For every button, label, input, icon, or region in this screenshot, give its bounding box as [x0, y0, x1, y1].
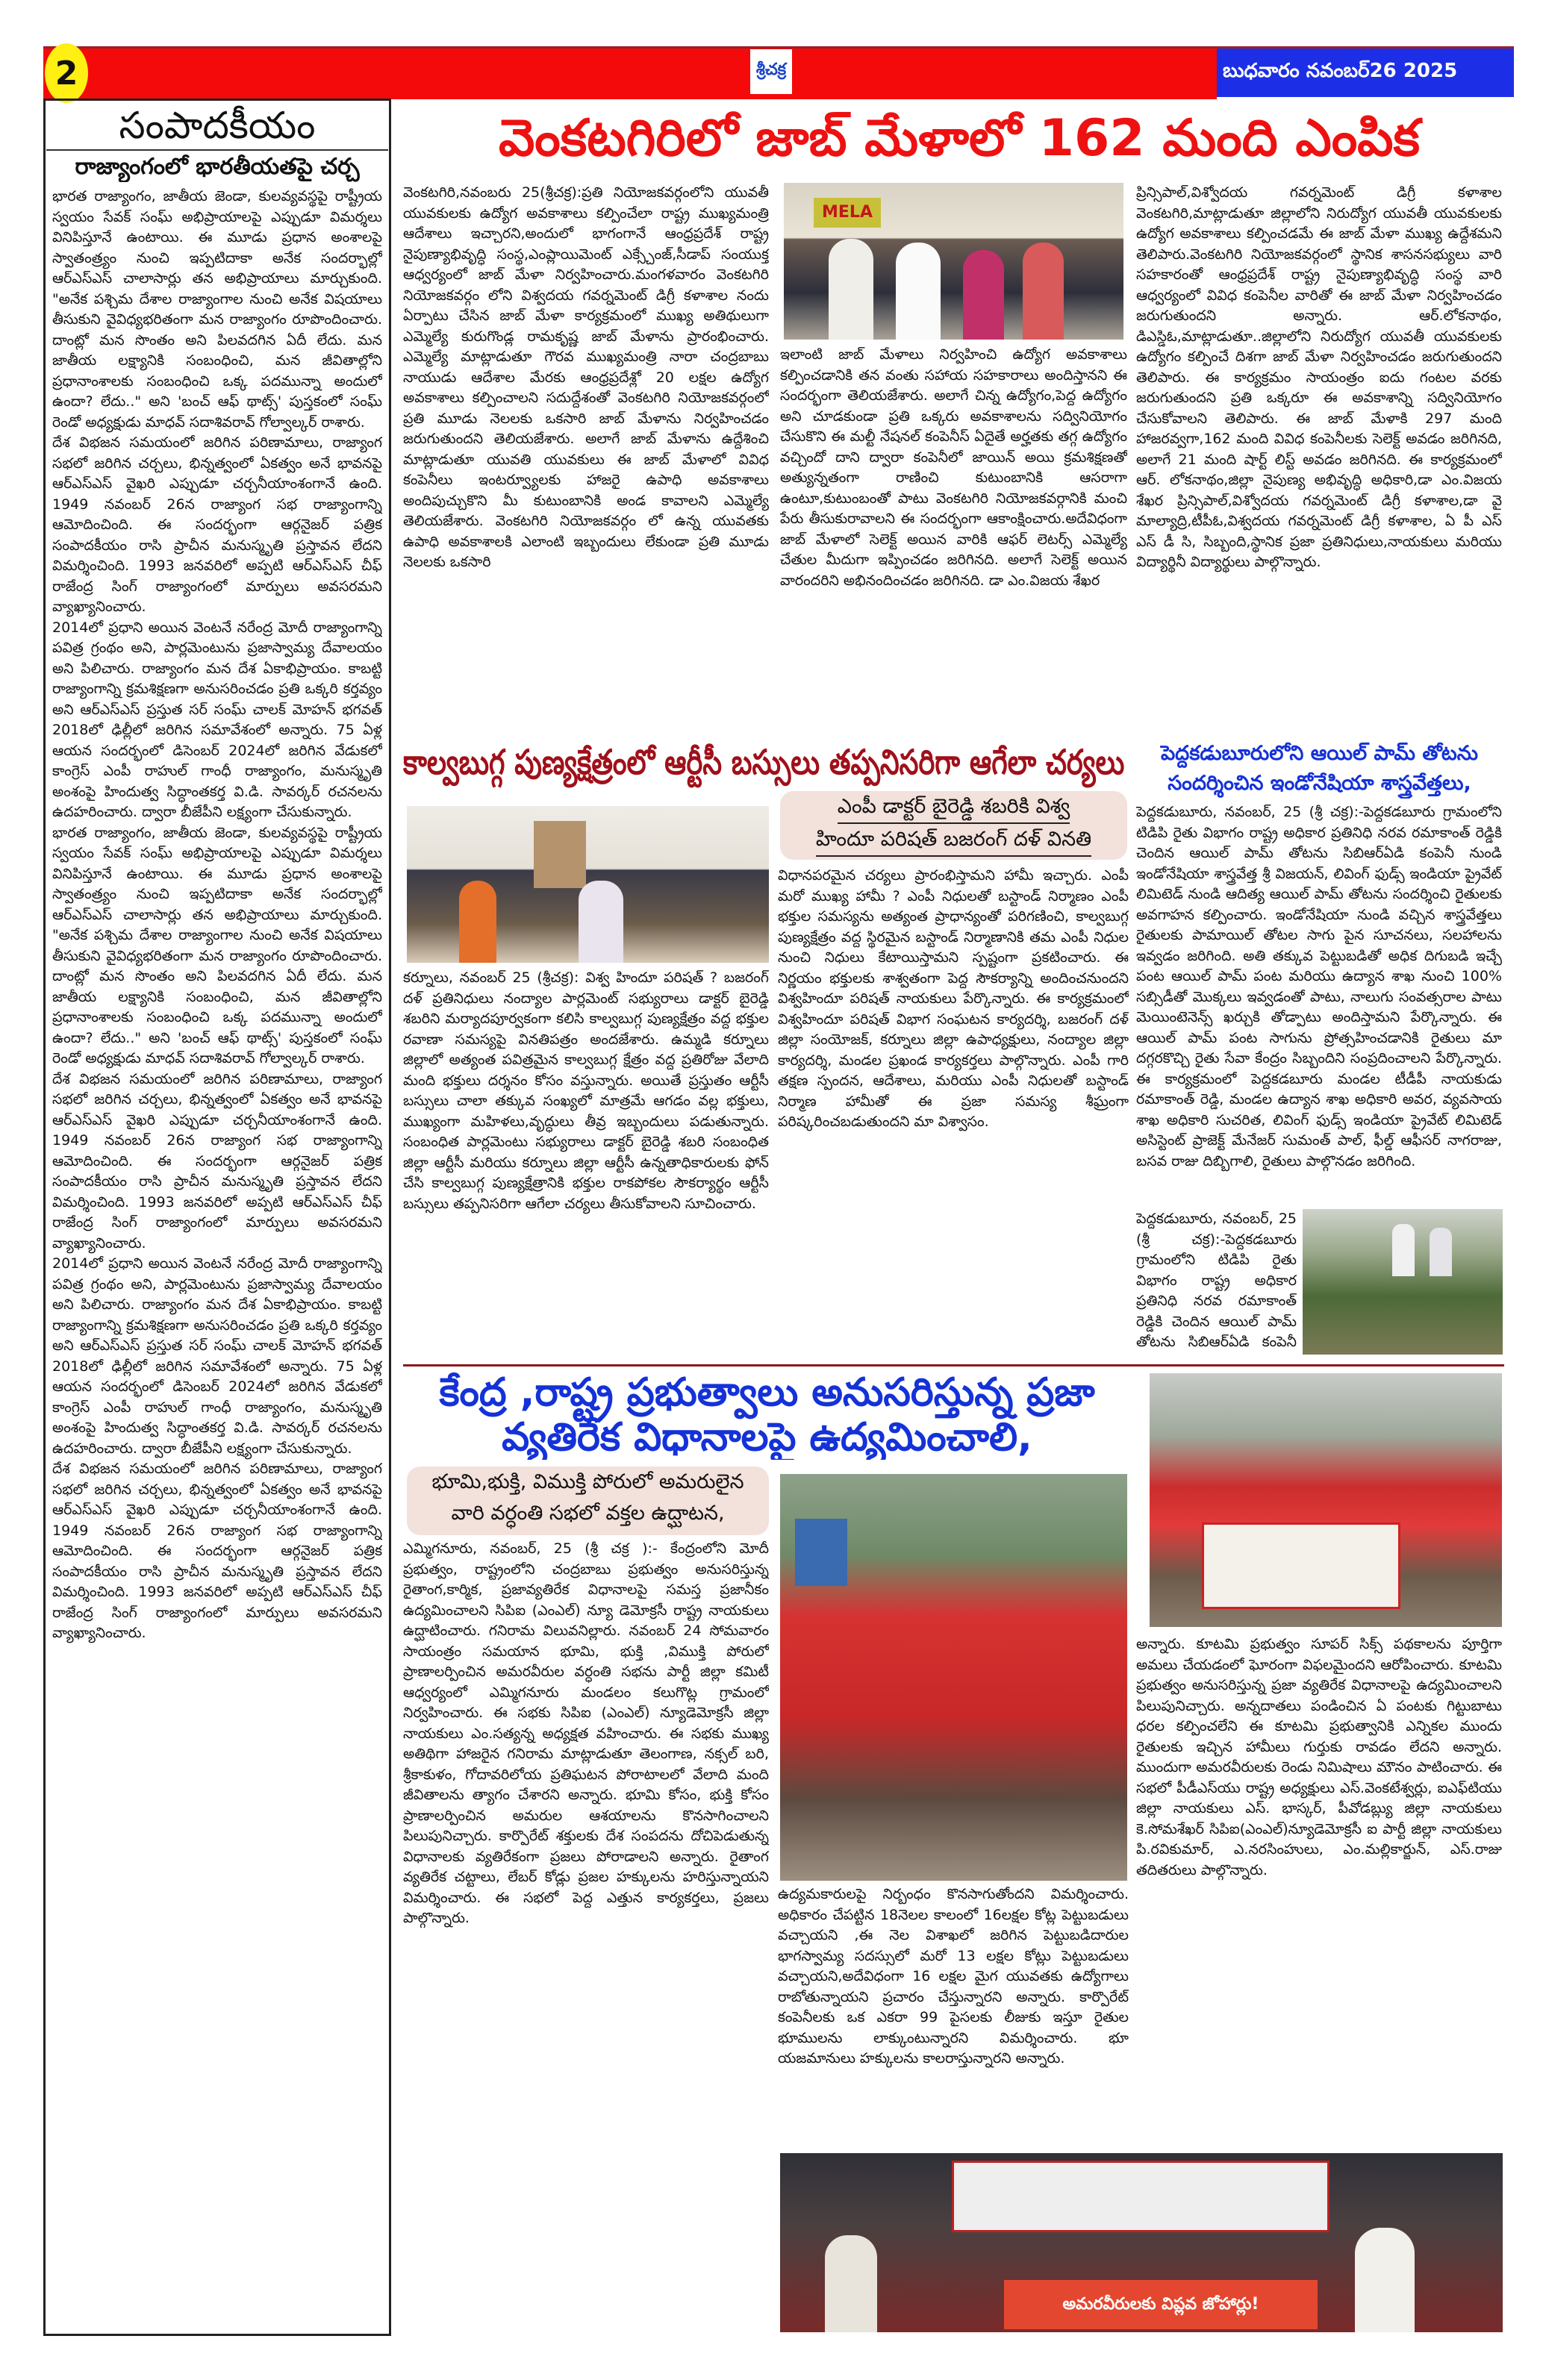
- editorial-paragraph: భారత రాజ్యాంగం, జాతీయ జెండా, కులవ్యవస్థపై రాష్ట్రీయ స్వయం సేవక్ సంఘ్ అభిప్రాయాలపై ఎప్పుడూ విమర్శలు వినిపిస్తూనే ఉంటాయి. ఈ మూడు ప్రధాన అంశాలపై స్వాతంత్ర్యం నుంచి ఇప్పటిదాకా అనేక సందర్భాల్లో ఆర్‌ఎస్‌ఎస్ చాలాసార్లు తన అభిప్రాయాలు మార్చుకుంది. "అనేక పశ్చిమ దేశాల రాజ్యాంగాల నుంచి అనేక విషయాలు తీసుకుని వైవిధ్యభరితంగా మన రాజ్యాంగం రూపొందించారు. దాంట్లో మన సొంతం అని పిలవదగిన ఏదీ లేదు. మన జాతీయ లక్ష్యానికి సంబంధించి, మన జీవితాల్లోని ప్రధానాంశాలకు సంబంధించి ఒక్క పదమున్నా అందులో ఉందా? లేదు.." అని 'బంచ్ ఆఫ్ థాట్స్' పుస్తకంలో సంఘ్ రెండో అధ్యక్షుడు మాధవ్ సదాశివరావ్ గోల్వాల్కర్ రాశారు.: [52, 188, 382, 431]
- person-figure: [1430, 1228, 1452, 1276]
- person-figure: [1355, 2228, 1415, 2332]
- photo-banner: MELA: [814, 198, 881, 228]
- lead-headline-box: [418, 104, 1500, 173]
- cpi-headline: [403, 1370, 1131, 1460]
- cpi-march-photo: [780, 1474, 1127, 1881]
- subhead-line: హిందూ పరిషత్ బజరంగ్ దళ్ వినతి: [816, 824, 1091, 857]
- article-text: పెద్దకడుబూరు, నవంబర్, 25 (శ్రీ చక్ర):-పెద్దకడబూరు గ్రామంలోని టిడిపి రైతు విభాగం రాష్ట్ర అధికార ప్రతినిధి నరవ రమాకాంత్ రెడ్డికి చెందిన ఆయిల్ పామ్ తోటను సిబిఆర్‌ఏడి కంపెనీ నుండి ఇండోనేషియా శాస్త్రవేత్త శ్రీ విజయన్, లివింగ్ ఫుడ్స్ ఇండియా ప్రైవేట్ లిమిటెడ్ నుండి ఆదిత్య ఆయిల్ పామ్ తోటను సందర్శించి రైతులకు అవగాహన కల్పించారు. ఇండోనేషియా నుండి వచ్చిన శాస్త్రవేత్తలు రైతులకు పామాయిల్ తోటల సాగు పైన సూచనలు, సలహాలను ఇవ్వడం జరిగింది. అతి తక్కువ పెట్టుబడితో అధిక దిగుబడి ఇచ్చే పంట ఆయిల్ పామ్ పంట మరియు ఉద్యాన శాఖ నుంచి 100% సబ్సిడీతో మొక్కలు ఇవ్వడంతో పాటు, నాలుగు సంవత్సరాల పాటు మెయింటెనెన్స్ ఖర్చుకి తోడ్పాటు అందిస్తామని పేర్కొన్నారు. ఈ ఆయిల్ పామ్ పంట సాగును ప్రోత్సహించడానికి రైతులు మా దగ్గరకొచ్చి రైతు సేవా కేంద్రం సిబ్బందిని సంప్రదించాలని పేర్కొన్నారు. ఈ కార్యక్రమంలో పెద్దకడబూరు మండల టీడీపీ నాయకుడు రమాకాంత్ రెడ్డి, మండల ఉద్యాన శాఖ అధికారి అవర, వ్యవసాయ శాఖ అధికారి సుచరిత, లివింగ్ ఫుడ్స్ ఇండియా ప్రైవేట్ లిమిటెడ్ అసిస్టెంట్ ప్రాజెక్ట్ మేనేజర్ సుమంత్ పాల్, ఫీల్డ్ ఆఫీసర్ నాగరాజు, బసవ రాజు దిబ్బిగాలి, రైతులు పాల్గొనడం జరిగింది.: [1136, 804, 1502, 1169]
- article-text: కర్నూలు, నవంబర్ 25 (శ్రీచక్ర): విశ్వ హిందూ పరిషత్ ? బజరంగ్ దళ్ ప్రతినిధులు నంద్యాల పార్లమెంట్ సభ్యురాలు డాక్టర్ బైరెడ్డి శబరిని మర్యాదపూర్వకంగా కలిసి కాల్వబుగ్గ పుణ్యక్షేత్రం వద్ద భక్తుల రవాణా సమస్యపై వినతిపత్రం అందజేశారు. ఉమ్మడి కర్నూలు జిల్లాలో అత్యంత పవిత్రమైన కాల్వబుగ్గ క్షేత్రం వద్ద ప్రతిరోజు వేలాది మంది భక్తులు దర్శనం కోసం వస్తున్నారు. అయితే ప్రస్తుతం ఆర్టీసీ బస్సులు చాలా తక్కువ సంఖ్యలో మాత్రమే ఆగడం వల్ల భక్తులు, ముఖ్యంగా మహిళలు,వృద్ధులు తీవ్ర ఇబ్బందులు పడుతున్నారు. సంబంధిత పార్లమెంటు సభ్యురాలు డాక్టర్ బైరెడ్డి శబరి సంబంధిత జిల్లా ఆర్టీసీ మరియు కర్నూలు జిల్లా ఆర్టీసీ ఉన్నతాధికారులకు ఫోన్ చేసి కాల్వబుగ్గ పుణ్యక్షేత్రానికి భక్తుల రాకపోకల సౌకర్యార్థం ఆర్టీసీ బస్సులు తప్పనిసరిగా ఆగేలా చర్యలు తీసుకోవాలని సూచించారు.: [403, 969, 769, 1212]
- article-text: విధానపరమైన చర్యలు ప్రారంభిస్తామని హామీ ఇచ్చారు. ఎంపీ మరో ముఖ్య హామీ ? ఎంపీ నిధులతో బస్టాండ్ నిర్మాణం ఎంపీ భక్తుల సమస్యను అత్యంత ప్రాధాన్యంతో పరిగణించి, కాల్వబుగ్గ పుణ్యక్షేత్రం వద్ద స్థిరమైన బస్టాండ్ నిర్మాణానికి తమ ఎంపీ నిధుల నుంచి నిధులు కేటాయిస్తామని స్పష్టంగా ప్రకటించారు. ఈ నిర్ణయం భక్తులకు శాశ్వతంగా పెద్ద సౌకర్యాన్ని అందించనుందని విశ్వహిందూ పరిషత్ నాయకులు పేర్కొన్నారు. ఈ కార్యక్రమంలో విశ్వహిందూ పరిషత్ విభాగ సంఘటన కార్యదర్శి, బజరంగ్ దళ్ జిల్లా సంయోజక్, కర్నూలు జిల్లా ఉపాధ్యక్షులు, నంద్యాల జిల్లా కార్యదర్శి, మండల ప్రఖండ కార్యకర్తలు పాల్గొన్నారు. ఎంపీ గారి తక్షణ స్పందన, ఆదేశాలు, మరియు ఎంపీ నిధులతో బస్టాండ్ నిర్మాణ హామీతో ఈ ప్రజా సమస్య శీఘ్రంగా పరిష్కరించబడుతుందని మా విశ్వాసం.: [778, 867, 1129, 1130]
- masthead-bar: [43, 46, 1217, 99]
- subhead-line: వారి వర్ధంతి సభలో వక్తల ఉద్ఘాటన,: [451, 1502, 725, 1525]
- article-text: ఇలాంటి జాబ్ మేళాలు నిర్వహించి ఉద్యోగ అవకాశాలు కల్పించడానికి తన వంతు సహాయ సహకారాలు అందిస్తానని ఈ సందర్భంగా తెలియజేశారు. అలాగే చిన్న ఉద్యోగం,పెద్ద ఉద్యోగం అని చూడకుండా ప్రతి ఒక్కరు అవకాశాలను సద్వినియోగం చేసుకొని ఈ మల్టీ నేషనల్ కంపెనీస్ ఏదైతే అర్హతకు తగ్గ ఉద్యోగం వచ్చిందో దాని ద్వారా కంపెనీలో జాయిన్ అయి క్రమశిక్షణతో అత్యున్నతంగా రాణించి కుటుంబానికి ఆసరాగా ఉంటూ,కుటుంబంతో పాటు వెంకటగిరి నియోజకవర్గానికి మంచి పేరు తీసుకురావాలని ఈ సందర్భంగా ఆకాంక్షించారు.అదేవిధంగా జాబ్ మేళాలో సెలెక్ట్ అయిన వారికి ఆఫర్ లెటర్స్ ఎమ్మెల్యే చేతుల మీదుగా ఇప్పించడం జరిగినది. అలాగే సెలెక్ట్ అయిన వారందరిని అభినందించడం జరిగినది. డా ఎం.విజయ శేఖర: [780, 346, 1127, 589]
- person-figure: [829, 239, 873, 340]
- article-text: వెంకటగిరి,నవంబరు 25(శ్రీచక్ర):ప్రతి నియోజకవర్గంలోని యువతీ యువకులకు ఉద్యోగ అవకాశాలు కల్పించేలా రాష్ట్ర ముఖ్యమంత్రి ఆదేశాలు ఇచ్చారని,అందులో భాగంగానే ఆంధ్రప్రదేశ్ రాష్ట్ర నైపుణ్యాభివృద్ధి సంస్థ,ఎంప్లాయిమెంట్ ఎక్స్చేంజ్,సీడాప్ సంయుక్త ఆధ్వర్యంలో జాబ్ మేళా నిర్వహించారు.మంగళవారం వెంకటగిరి నియోజకవర్గం లోని విశ్వదయ గవర్నమెంట్ డిగ్రీ కళాశాల నందు ఏర్పాటు చేసిన జాబ్ మేళా కార్యక్రమంలో ముఖ్య అతిథులుగా ఎమ్మెల్యే కురుగొండ్ల రామకృష్ణ జాబ్ మేళాను ప్రారంభించారు. ఎమ్మెల్యే మాట్లాడుతూ గౌరవ ముఖ్యమంత్రి నారా చంద్రబాబు నాయుడు ఆదేశాల మేరకు ఆంధ్రప్రదేశ్లో 20 లక్షల ఉద్యోగ అవకాశాలు కల్పించాలని సదుద్దేశంతో వెంకటగిరి నియోజకవర్గంలో ప్రతి మూడు నెలలకు ఒకసారి జాబ్ మేళాను నిర్వహించడం జరుగుతుందని తెలియజేశారు. అలాగే జాబ్ మేళాను ఉద్దేశించి మాట్లాడుతూ యువతి యువకులు ఈ జాబ్ మేళాలో వివిధ కంపెనీలు ఇంటర్వ్యూలకు హాజరై ఉపాధి అవకాశాలు అందిపుచ్చుకొని మీ కుటుంబానికి అండ కావాలని ఎమ్మెల్యే తెలియజేశారు. వెంకటగిరి నియోజకవర్గం లో ఉన్న యువతకు ఉపాధి అవకాశాలకి ఎలాంటి ఇబ్బందులు లేకుండా ప్రతి మూడు నెలలకు ఒకసారి: [403, 184, 769, 570]
- logo-text: శ్రీచక్ర: [755, 60, 787, 79]
- person-figure: [896, 243, 941, 340]
- editorial-body: [52, 187, 382, 2329]
- person-figure: [963, 250, 1004, 340]
- bottom-banner-box: [1004, 2280, 1318, 2329]
- person-figure: [459, 881, 496, 963]
- cpi-col3: [1136, 1634, 1502, 2147]
- editorial-paragraph: భారత రాజ్యాంగం, జాతీయ జెండా, కులవ్యవస్థపై రాష్ట్రీయ స్వయం సేవక్ సంఘ్ అభిప్రాయాలపై ఎప్పుడూ విమర్శలు వినిపిస్తూనే ఉంటాయి. ఈ మూడు ప్రధాన అంశాలపై స్వాతంత్ర్యం నుంచి ఇప్పటిదాకా అనేక సందర్భాల్లో ఆర్‌ఎస్‌ఎస్ చాలాసార్లు తన అభిప్రాయాలు మార్చుకుంది. "అనేక పశ్చిమ దేశాల రాజ్యాంగాల నుంచి అనేక విషయాలు తీసుకుని వైవిధ్యభరితంగా మన రాజ్యాంగం రూపొందించారు. దాంట్లో మన సొంతం అని పిలవదగిన ఏదీ లేదు. మన జాతీయ లక్ష్యానికి సంబంధించి, మన జీవితాల్లోని ప్రధానాంశాలకు సంబంధించి ఒక్క పదమున్నా అందులో ఉందా? లేదు.." అని 'బంచ్ ఆఫ్ థాట్స్' పుస్తకంలో సంఘ్ రెండో అధ్యక్షుడు మాధవ్ సదాశివరావ్ గోల్వాల్కర్ రాశారు.: [52, 824, 382, 1066]
- editorial-paragraph: దేశ విభజన సమయంలో జరిగిన పరిణామాలు, రాజ్యాంగ సభలో జరిగిన చర్చలు, భిన్నత్వంలో ఏకత్వం అనే భావనపై ఆర్‌ఎస్‌ఎస్ వైఖరి ఎప్పుడూ చర్చనీయాంశంగానే ఉంది. 1949 నవంబర్ 26న రాజ్యాంగ సభ రాజ్యాంగాన్ని ఆమోదించింది. ఈ సందర్భంగా ఆర్గనైజర్ పత్రిక సంపాదకీయం రాసి ప్రాచీన మనుస్మృతి ప్రస్తావన లేదని విమర్శించింది. 1993 జనవరిలో అప్పటి ఆర్‌ఎస్‌ఎస్ చీఫ్ రాజేంద్ర సింగ్ రాజ్యాంగంలో మార్పులు అవసరమని వ్యాఖ్యానించారు.: [52, 1070, 382, 1252]
- kalvabugga-headline-box: [403, 735, 1127, 789]
- shed: [795, 1519, 847, 1586]
- person-figure: [825, 2235, 877, 2332]
- page-number-badge: [45, 43, 88, 103]
- article-text: ఉద్యమకారులపై నిర్బంధం కొనసాగుతోందని విమర్శించారు. అధికారం చేపట్టిన 18నెలల కాలంలో 16లక్షల కోట్ల పెట్టుబడులు వచ్చాయని ,ఈ నెల విశాఖలో జరిగిన పెట్టుబడిదారుల భాగస్వామ్య సదస్సులో మరో 13 లక్షల కోట్లు పెట్టుబడులు వచ్చాయని,అదేవిధంగా 16 లక్షల మైగ యువతకు ఉద్యోగాలు రాబోతున్నాయని ప్రచారం చేస్తున్నారని అన్నారు. కార్పొరేట్ కంపెనీలకు ఒక ఎకరా 99 పైసలకు లీజుకు ఇస్తూ రైతుల భూములను లాక్కుంటున్నారని విమర్శించారు. భూ యజమానులు హక్కులను కాలరాస్తున్నారని అన్నారు.: [778, 1886, 1129, 2067]
- cpi-rally-photo-top: [1150, 1373, 1502, 1627]
- person-figure: [1392, 1224, 1415, 1276]
- newspaper-logo: [750, 49, 792, 94]
- cpi-col2: [778, 1884, 1129, 2147]
- headline-line: పెద్దకడుబూరులోని ఆయిల్ పామ్ తోటను: [1160, 742, 1479, 765]
- section-divider: [403, 1364, 1504, 1367]
- editorial-headline: రాజ్యాంగంలో భారతీయతపై చర్చ: [75, 154, 360, 180]
- editorial-paragraph: దేశ విభజన సమయంలో జరిగిన పరిణామాలు, రాజ్యాంగ సభలో జరిగిన చర్చలు, భిన్నత్వంలో ఏకత్వం అనే భావనపై ఆర్‌ఎస్‌ఎస్ వైఖరి ఎప్పుడూ చర్చనీయాంశంగానే ఉంది. 1949 నవంబర్ 26న రాజ్యాంగ సభ రాజ్యాంగాన్ని ఆమోదించింది. ఈ సందర్భంగా ఆర్గనైజర్ పత్రిక సంపాదకీయం రాసి ప్రాచీన మనుస్మృతి ప్రస్తావన లేదని విమర్శించింది. 1993 జనవరిలో అప్పటి ఆర్‌ఎస్‌ఎస్ చీఫ్ రాజేంద్ర సింగ్ రాజ్యాంగంలో మార్పులు అవసరమని వ్యాఖ్యానించారు.: [52, 434, 382, 615]
- headline-line: వ్యతిరేక విధానాలపై ఉద్యమించాలి,: [502, 1415, 1032, 1460]
- person-figure: [1023, 243, 1064, 340]
- headline-line: సందర్శించిన ఇండోనేషియా శాస్త్రవేత్తలు,: [1168, 772, 1471, 795]
- article-text: అన్నారు. కూటమి ప్రభుత్వం సూపర్ సిక్స్ పథకాలను పూర్తిగా అమలు చేయడంలో ఘోరంగా విఫలమైందని ఆరోపించారు. కూటమి ప్రభుత్వం అనుసరిస్తున్న ప్రజా వ్యతిరేక విధానాలపై ఉద్యమించాలని పిలుపునిచ్చారు. అన్నదాతలు పండించిన ఏ పంటకు గిట్టుబాటు ధరల కల్పించలేని ఈ కూటమి ప్రభుత్వానికి ఎన్నికల ముందు రైతులకు ఇచ్చిన హామీలు గుర్తుకు రావడం లేదని అన్నారు. ముందుగా అమరవీరులకు రెండు నిమిషాలు మౌనం పాటించారు. ఈ సభలో పీడీఎస్‌యు రాష్ట్ర అధ్యక్షులు ఎస్.వెంకటేశ్వర్లు, ఐఎఫ్‌టియు జిల్లా నాయకులు ఎస్. భాస్కర్, పీవోడబ్ల్యు జిల్లా నాయకులు కె.సోమశేఖర్ సిపిఐ(ఎంఎల్)న్యూడెమోక్రసీ ఐ పార్టీ జిల్లా నాయకులు పి.రవికుమార్, ఎ.నరసింహులు, ఎం.మల్లికార్జున్, ఎస్.రాజు తదితరులు పాల్గొన్నారు.: [1136, 1636, 1502, 1878]
- jobmela-col1: [403, 183, 769, 716]
- kalvabugga-subhead: [780, 791, 1127, 860]
- editorial-paragraph: దేశ విభజన సమయంలో జరిగిన పరిణామాలు, రాజ్యాంగ సభలో జరిగిన చర్చలు, భిన్నత్వంలో ఏకత్వం అనే భావనపై ఆర్‌ఎస్‌ఎస్ వైఖరి ఎప్పుడూ చర్చనీయాంశంగానే ఉంది. 1949 నవంబర్ 26న రాజ్యాంగ సభ రాజ్యాంగాన్ని ఆమోదించింది. ఈ సందర్భంగా ఆర్గనైజర్ పత్రిక సంపాదకీయం రాసి ప్రాచీన మనుస్మృతి ప్రస్తావన లేదని విమర్శించింది. 1993 జనవరిలో అప్పటి ఆర్‌ఎస్‌ఎస్ చీఫ్ రాజేంద్ర సింగ్ రాజ్యాంగంలో మార్పులు అవసరమని వ్యాఖ్యానించారు.: [52, 1461, 382, 1641]
- jobmela-col3: [1136, 183, 1502, 731]
- editorial-section-title-box: [46, 101, 388, 151]
- editorial-paragraph: 2014లో ప్రధాని అయిన వెంటనే నరేంద్ర మోదీ రాజ్యాంగాన్ని పవిత్ర గ్రంథం అని, పార్లమెంటును ప్రజాస్వామ్య దేవాలయం అని పిలిచారు. రాజ్యాంగం మన దేశ ఏకాభిప్రాయం. కాబట్టి రాజ్యాంగాన్ని క్రమశిక్షణగా అనుసరించడం ప్రతి ఒక్కరి కర్తవ్యం అని ఆర్‌ఎస్‌ఎస్ ప్రస్తుత సర్ సంఘ్ చాలక్ మోహన్ భగవత్ 2018లో ఢిల్లీలో జరిగిన సమావేశంలో అన్నారు. 75 ఏళ్ల ఆయన సందర్భంలో డిసెంబర్ 2024లో జరిగిన వేడుకలో కాంగ్రెస్ ఎంపీ రాహుల్ గాంధీ రాజ్యాంగం, మనుస్మృతి అంశంపై హిందుత్వ సిద్ధాంతకర్త వి.డి. సావర్కర్ రచనలను ఉదహరించారు. ద్వారా బీజేపీని లక్ష్యంగా చేసుకున్నారు.: [52, 1255, 382, 1457]
- editorial-paragraph: 2014లో ప్రధాని అయిన వెంటనే నరేంద్ర మోదీ రాజ్యాంగాన్ని పవిత్ర గ్రంథం అని, పార్లమెంటును ప్రజాస్వామ్య దేవాలయం అని పిలిచారు. రాజ్యాంగం మన దేశ ఏకాభిప్రాయం. కాబట్టి రాజ్యాంగాన్ని క్రమశిక్షణగా అనుసరించడం ప్రతి ఒక్కరి కర్తవ్యం అని ఆర్‌ఎస్‌ఎస్ ప్రస్తుత సర్ సంఘ్ చాలక్ మోహన్ భగవత్ 2018లో ఢిల్లీలో జరిగిన సమావేశంలో అన్నారు. 75 ఏళ్ల ఆయన సందర్భంలో డిసెంబర్ 2024లో జరిగిన వేడుకలో కాంగ్రెస్ ఎంపీ రాహుల్ గాంధీ రాజ్యాంగం, మనుస్మృతి అంశంపై హిందుత్వ సిద్ధాంతకర్త వి.డి. సావర్కర్ రచనలను ఉదహరించారు. ద్వారా బీజేపీని లక్ష్యంగా చేసుకున్నారు.: [52, 619, 382, 820]
- lead-headline: వెంకటగిరిలో జాబ్ మేళాలో 162 మంది ఎంపిక: [498, 109, 1421, 168]
- headline-line: కేంద్ర ,రాష్ట్ర ప్రభుత్వాలు అనుసరిస్తున్న ప్రజా: [439, 1370, 1095, 1415]
- oilpalm-headline: [1135, 739, 1504, 799]
- kalvabugga-photo: [407, 806, 769, 963]
- cpi-col1: [403, 1539, 769, 2329]
- jobmela-col2: [780, 345, 1127, 718]
- subhead-line: ఎంపీ డాక్టర్ బైరెడ్డి శబరికి విశ్వ: [838, 791, 1070, 824]
- subhead-line: భూమి,భుక్తి, విముక్తి పోరులో అమరులైన: [431, 1470, 744, 1493]
- banner: [1202, 1522, 1400, 1609]
- article-text: ఎమ్మిగనూరు, నవంబర్, 25 (శ్రీ చక్ర ):- కేంద్రంలోని మోదీ ప్రభుత్వం, రాష్ట్రంలోని చంద్రబాబు ప్రభుత్వం అనుసరిస్తున్న రైతాంగ,కార్మిక, ప్రజావ్యతిరేక విధానాలపై సమస్త ప్రజానీకం ఉద్యమించాలని సిపిఐ (ఎంఎల్) న్యూ డెమోక్రసీ రాష్ట్ర నాయకులు ఉద్ఘాటించారు. గనిరామ విలువనిల్లారు. నవంబర్ 24 సోమవారం సాయంత్రం సమయాన భూమి, భుక్తి ,విముక్తి పోరులో ప్రాణాలర్పించిన అమరవీరుల వర్ధంతి సభను పార్టీ జిల్లా కమిటీ ఆధ్వర్యంలో ఎమ్మిగనూరు మండలం కలుగొట్ల గ్రామంలో నిర్వహించారు. ఈ సభకు సిపిఐ (ఎంఎల్) న్యూడెమోక్రసీ జిల్లా నాయకులు ఎం.సత్యన్న అధ్యక్షత వహించారు. ఈ సభకు ముఖ్య అతిథిగా హాజరైన గనిరామ మాట్లాడుతూ తెలంగాణ, నక్సల్ బరి, శ్రీకాకుళం, గోదావరిలోయ ప్రతిఘటన పోరాటాలలో వేలాది మంది జీవితాలను త్యాగం చేశారని అన్నారు. భూమి కోసం, భుక్తి కోసం ప్రాణాలర్పించిన అమరుల ఆశయాలను కొనసాగించాలని పిలుపునిచ్చారు. కార్పొరేట్ శక్తులకు దేశ సంపదను దోచిపెడుతున్న విధానాలకు వ్యతిరేకంగా ప్రజలు పోరాడాలని అన్నారు. రైతాంగ వ్యతిరేక చట్టాలు, లేబర్ కోడ్లు ప్రజల హక్కులను హరిస్తున్నాయని విమర్శించారు. ఈ సభలో పెద్ద ఎత్తున కార్యకర్తలు, ప్రజలు పాల్గొన్నారు.: [403, 1540, 769, 1926]
- issue-date: బుధవారం నవంబర్26 2025: [1223, 59, 1458, 82]
- kalvabugga-headline: కాల్వబుగ్గ పుణ్యక్షేత్రంలో ఆర్టీసీ బస్సులు తప్పనిసరిగా ఆగేలా చర్యలు: [403, 742, 1125, 782]
- kalvabugga-col1: [403, 968, 769, 1356]
- kalvabugga-col2: [778, 866, 1129, 1358]
- bottom-banner: అమరవీరులకు విప్లవ జోహార్లు!: [1062, 2295, 1259, 2314]
- editorial-headline-box: [46, 152, 388, 182]
- jobmela-photo: [784, 183, 1123, 340]
- editorial-section-title: సంపాదకీయం: [119, 104, 316, 147]
- oilpalm-body-cont: [1136, 1209, 1297, 1352]
- article-text: ప్రిన్సిపాల్,విశ్వోదయ గవర్నమెంట్ డిగ్రీ కళాశాల వెంకటగిరి,మాట్లాడుతూ జిల్లాలోని నిరుద్యోగ యువతీ యువకులకు ఉద్యోగ అవకాశాలు కల్పించడమే ఈ జాబ్ మేళా ముఖ్య ఉద్దేశమని తెలిపారు.వెంకటగిరి నియోజకవర్గంలో స్థానిక శాసనసభ్యులు వారి సహకారంతో ఆంధ్రప్రదేశ్ రాష్ట్ర నైపుణ్యాభివృద్ధి సంస్థ వారి ఆధ్వర్యంలో వివిధ కంపెనీల వారితో ఈ జాబ్ మేళా నిర్వహించడం జరుగుతుందని అన్నారు. ఆర్.లోకనాథం, డిఎస్డిఓ,మాట్లాడుతూ..జిల్లాలోని నిరుద్యోగ యువతీ యువకులకు ఉద్యోగం కల్పించే దిశగా జాబ్ మేళా నిర్వహించడం జరుగుతుందని తెలిపారు. ఈ కార్యక్రమం సాయంత్రం ఐదు గంటల వరకు జరుగుతుందని ప్రతి ఒక్కరూ ఈ అవకాశాన్ని సద్వినియోగం చేసుకోవాలని తెలిపారు. ఈ జాబ్ మేళాకి 297 మంది హాజరవ్వగా,162 మంది వివిధ కంపెనీలకు సెలెక్ట్ అవడం జరిగినది, అలాగే 21 మంది షార్ట్ లిస్ట్ అవడం జరిగినది. ఈ కార్యక్రమంలో ఆర్. లోకనాథం,జిల్లా నైపుణ్య అభివృద్ధి అధికారి,డా ఎం.విజయ శేఖర ప్రిన్సిపాల్,విశ్వోదయ గవర్నమెంట్ డిగ్రీ కళాశాల,డా వై మాల్యాద్రి,టీపీఓ,విశ్వదయ గవర్నమెంట్ డిగ్రీ కళాశాల, ఏ పీ ఎస్ ఎస్ డీ సి, సిబ్బంది,స్థానిక ప్రజా ప్రతినిధులు,నాయకులు మరియు విద్యార్థినీ విద్యార్థులు పాల్గొన్నారు.: [1136, 184, 1502, 570]
- oilpalm-photo: [1303, 1209, 1503, 1355]
- article-text: పెద్దకడుబూరు, నవంబర్, 25 (శ్రీ చక్ర):-పెద్దకడబూరు గ్రామంలోని టిడిపి రైతు విభాగం రాష్ట్ర అధికార ప్రతినిధి నరవ రమాకాంత్ రెడ్డికి చెందిన ఆయిల్ పామ్ తోటను సిబిఆర్‌ఏడి కంపెనీ: [1136, 1211, 1297, 1350]
- martyrs-portrait-board: [952, 2161, 1330, 2232]
- person-figure: [579, 881, 623, 963]
- page-number: 2: [54, 54, 78, 93]
- wall-hanging: [534, 821, 586, 888]
- oilpalm-body: [1136, 802, 1502, 1192]
- cpi-subhead: [407, 1467, 769, 1535]
- date-banner: [1217, 46, 1514, 97]
- cpi-meeting-photo: [780, 2153, 1503, 2332]
